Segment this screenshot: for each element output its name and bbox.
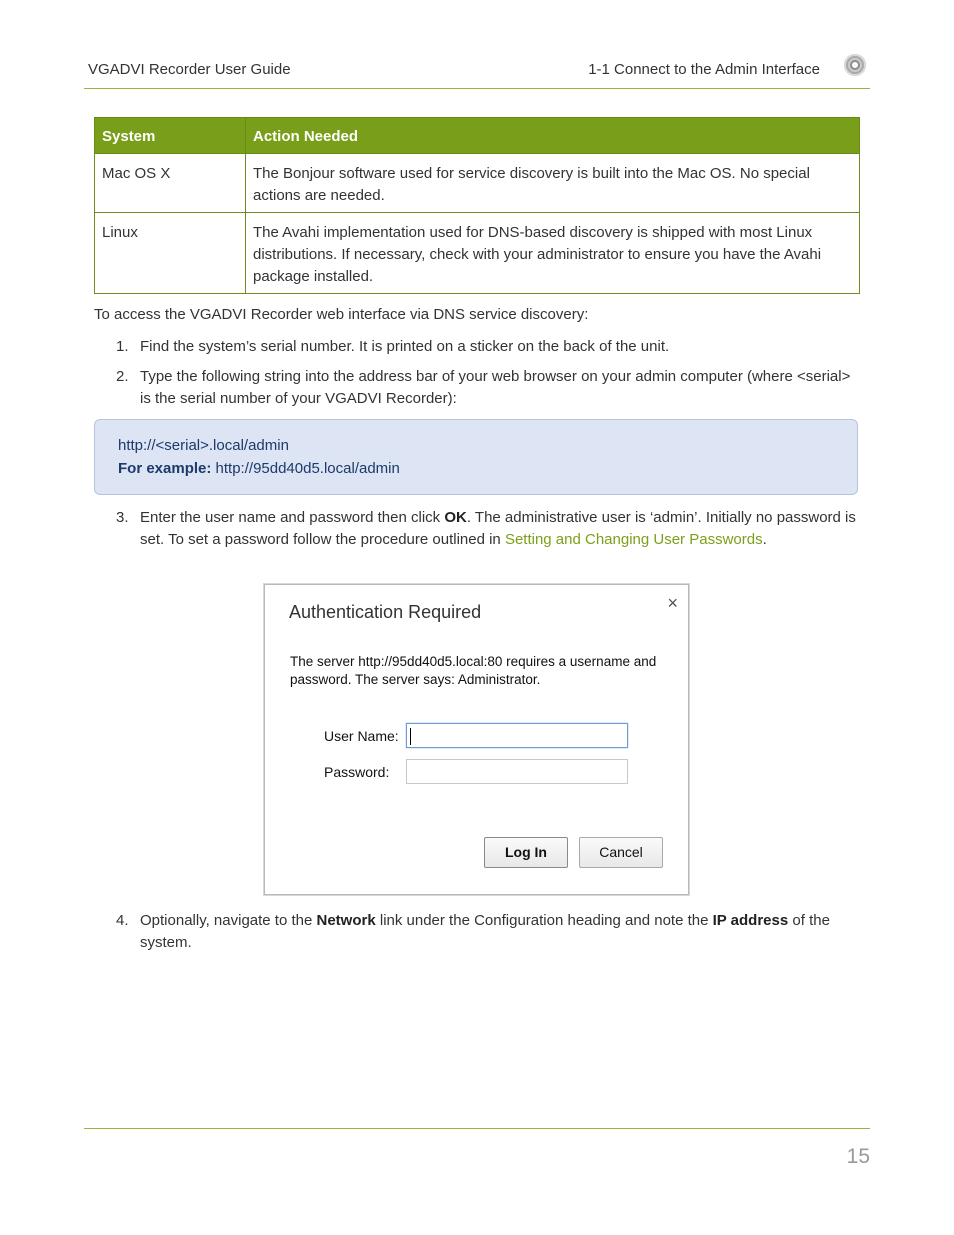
example-url: http://95dd40d5.local/admin [211, 460, 400, 477]
example-label: For example: [118, 460, 212, 477]
step-text-part: Optionally, navigate to the [140, 912, 317, 929]
table-row [95, 154, 860, 213]
gear-icon [844, 54, 866, 76]
username-input[interactable] [406, 723, 628, 748]
login-button[interactable]: Log In [484, 837, 568, 868]
close-icon[interactable]: × [667, 593, 678, 613]
table-cell-system: Linux [95, 213, 246, 294]
step-text: Find the system’s serial number. It is printed on a sticker on the back of the unit. [140, 338, 670, 355]
step-text-part: link under the Configuration heading and note the [375, 912, 713, 929]
text-caret [410, 728, 411, 745]
step-number: 4. [116, 912, 129, 929]
step-text-part: of the system. [140, 912, 830, 951]
column-header-system: System [95, 118, 246, 154]
step-text [140, 910, 856, 954]
step-text-part: . The administrative user is ‘admin’. Initially no password is set. To set a password follow the procedure outlined in [140, 509, 856, 548]
step-text [140, 507, 856, 551]
url-template: http://<serial>.local/admin [118, 437, 289, 454]
ok-keyword: OK [444, 509, 467, 526]
guide-title: VGADVI Recorder User Guide [88, 61, 291, 78]
table-cell-system: Mac OS X [95, 154, 246, 213]
column-header-action: Action Needed [246, 118, 860, 154]
ip-address-keyword: IP address [712, 912, 789, 929]
page-header [84, 52, 870, 89]
dialog-title: Authentication Required [289, 602, 482, 622]
intro-text: To access the VGADVI Recorder web interface via DNS service discovery: [94, 306, 589, 323]
table-cell-action: The Bonjour software used for service discovery is built into the Mac OS. No special actions are needed. [246, 154, 860, 213]
dialog-message: The server http://95dd40d5.local:80 requires a username and password. The server says: Administrator. [290, 654, 657, 687]
username-label: User Name: [324, 728, 399, 744]
system-table [94, 117, 860, 294]
page-number: 15 [846, 1145, 870, 1168]
step-text: Type the following string into the address bar of your web browser on your admin computer (where <serial> is the serial number of your VGADVI Recorder): [140, 368, 851, 407]
password-input[interactable] [406, 759, 628, 784]
url-code-box [94, 419, 858, 495]
table-row [95, 213, 860, 294]
table-header-row [95, 118, 860, 154]
step-text-part: Enter the user name and password then click [140, 509, 445, 526]
network-keyword: Network [316, 912, 376, 929]
cancel-button[interactable]: Cancel [579, 837, 663, 868]
url-example [118, 460, 400, 477]
password-label: Password: [324, 764, 390, 780]
footer-divider [84, 1128, 870, 1129]
step-number: 2. [116, 368, 129, 385]
authentication-dialog [264, 584, 689, 895]
step-text-part: . [762, 531, 767, 548]
password-procedure-link[interactable]: Setting and Changing User Passwords [504, 531, 763, 548]
step-number: 3. [116, 509, 129, 526]
table-cell-action: The Avahi implementation used for DNS-based discovery is shipped with most Linux distributions. If necessary, check with your administrator to ensure you have the Avahi package installed. [246, 213, 860, 294]
step-number: 1. [116, 338, 129, 355]
section-title: 1-1 Connect to the Admin Interface [588, 61, 820, 78]
